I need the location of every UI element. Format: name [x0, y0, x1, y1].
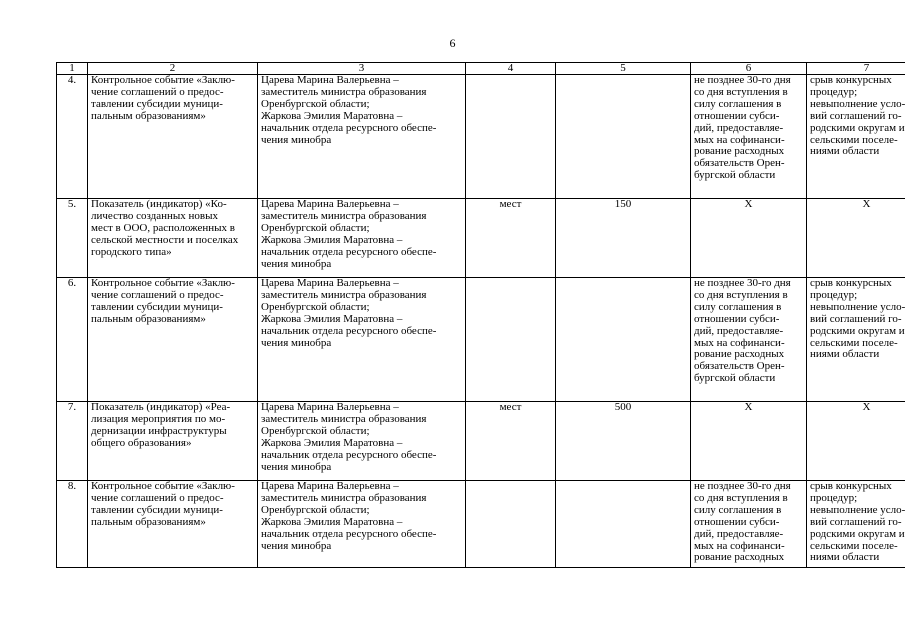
risk-cell: срыв конкурсных процедур; невыполнение усло- вий соглашений го- родскими округам и сельскими поселе- ниями области: [807, 75, 905, 199]
header-col-2: 2: [88, 63, 258, 75]
header-row: [57, 63, 905, 75]
table-row: [57, 402, 905, 481]
header-col-4: 4: [466, 63, 556, 75]
risk-cell: X: [807, 402, 905, 481]
event-name: Контрольное событие «Заклю- чение соглашений о предос- тавлении субсидии муници- пальным образованиям»: [88, 75, 258, 199]
unit-cell: [466, 75, 556, 199]
row-number: 6.: [57, 278, 88, 402]
table-row: [57, 278, 905, 402]
value-cell: [556, 75, 691, 199]
deadline-cell: не позднее 30-го дня со дня вступления в силу соглашения в отношении субси- дий, предоставляе- мых на софинанси- рование расходных: [691, 481, 807, 568]
header-col-1: 1: [57, 63, 88, 75]
deadline-cell: X: [691, 199, 807, 278]
table-header: [57, 63, 905, 75]
value-cell: [556, 278, 691, 402]
table-row: [57, 75, 905, 199]
unit-cell: [466, 481, 556, 568]
table-row: [57, 481, 905, 568]
unit-cell: мест: [466, 402, 556, 481]
value-cell: 150: [556, 199, 691, 278]
document-table: [56, 62, 905, 568]
risk-cell: X: [807, 199, 905, 278]
risk-cell: срыв конкурсных процедур; невыполнение усло- вий соглашений го- родскими округам и сельскими поселе- ниями области: [807, 278, 905, 402]
event-name: Показатель (индикатор) «Реа- лизация мероприятия по мо- дернизации инфраструктуры общего образования»: [88, 402, 258, 481]
deadline-cell: не позднее 30-го дня со дня вступления в силу соглашения в отношении субси- дий, предоставляе- мых на софинанси- рование расходных обязательств Орен- бургской области: [691, 278, 807, 402]
header-col-7: 7: [807, 63, 905, 75]
risk-cell: срыв конкурсных процедур; невыполнение усло- вий соглашений го- родскими округам и сельскими поселе- ниями области: [807, 481, 905, 568]
event-name: Показатель (индикатор) «Ко- личество созданных новых мест в ООО, расположенных в сельской местности и поселках городского типа»: [88, 199, 258, 278]
deadline-cell: не позднее 30-го дня со дня вступления в силу соглашения в отношении субси- дий, предоставляе- мых на софинанси- рование расходных обязательств Орен- бургской области: [691, 75, 807, 199]
page-number: 6: [449, 36, 456, 50]
row-number: 7.: [57, 402, 88, 481]
deadline-cell: X: [691, 402, 807, 481]
responsible-person: Царева Марина Валерьевна – заместитель министра образования Оренбургской области; Жаркова Эмилия Маратовна – начальник отдела ресурсного обеспе- чения минобра: [258, 278, 466, 402]
responsible-person: Царева Марина Валерьевна – заместитель министра образования Оренбургской области; Жаркова Эмилия Маратовна – начальник отдела ресурсного обеспе- чения минобра: [258, 75, 466, 199]
responsible-person: Царева Марина Валерьевна – заместитель министра образования Оренбургской области; Жаркова Эмилия Маратовна – начальник отдела ресурсного обеспе- чения минобра: [258, 402, 466, 481]
value-cell: 500: [556, 402, 691, 481]
responsible-person: Царева Марина Валерьевна – заместитель министра образования Оренбургской области; Жаркова Эмилия Маратовна – начальник отдела ресурсного обеспе- чения минобра: [258, 199, 466, 278]
table-row: [57, 199, 905, 278]
value-cell: [556, 481, 691, 568]
unit-cell: мест: [466, 199, 556, 278]
unit-cell: [466, 278, 556, 402]
header-col-5: 5: [556, 63, 691, 75]
event-name: Контрольное событие «Заклю- чение соглашений о предос- тавлении субсидии муници- пальным образованиям»: [88, 481, 258, 568]
header-col-6: 6: [691, 63, 807, 75]
event-name: Контрольное событие «Заклю- чение соглашений о предос- тавлении субсидии муници- пальным образованиям»: [88, 278, 258, 402]
row-number: 8.: [57, 481, 88, 568]
header-col-3: 3: [258, 63, 466, 75]
row-number: 5.: [57, 199, 88, 278]
row-number: 4.: [57, 75, 88, 199]
responsible-person: Царева Марина Валерьевна – заместитель министра образования Оренбургской области; Жаркова Эмилия Маратовна – начальник отдела ресурсного обеспе- чения минобра: [258, 481, 466, 568]
table-body: [57, 75, 905, 568]
